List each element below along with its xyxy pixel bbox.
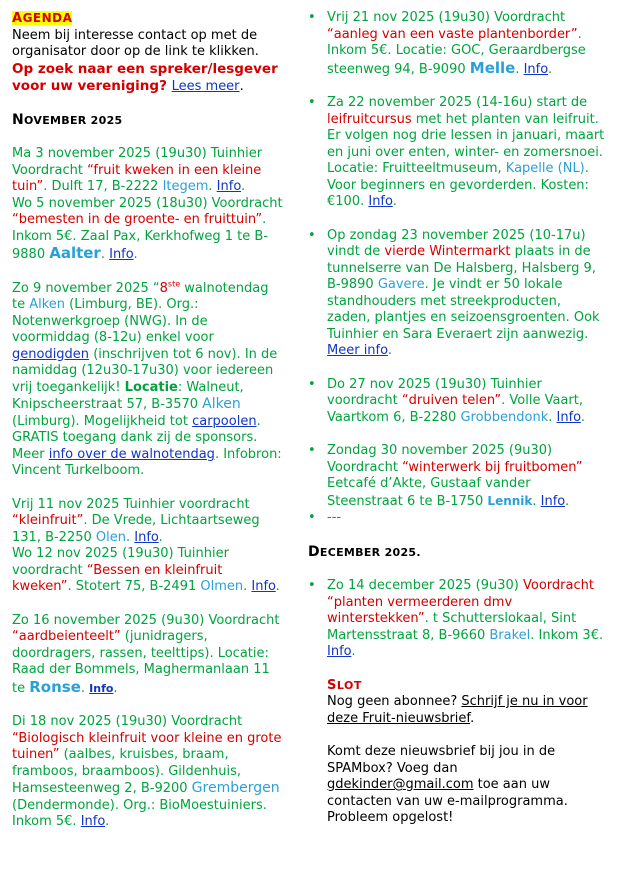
event-walnotendag: Zo 9 november 2025 “8ste walnotendag te Alken (Limburg, BE). Org.: Notenwerkgroep (NWG). In de voormiddag (8-12u) enkel voor genodigden (inschrijven tot 6 nov). In de namiddag (12u30-17u30) voor iedereen vrij toegankelijk! Locatie: Walneut, Knipscheerstraat 57, B-3570 Alken (Limburg). Mogelijkheid tot carpoolen. GRATIS toegang dank zij de sponsors. Meer info over de walnotendag. Infobron: Vincent Turkelboom. bbox=[12, 279, 282, 478]
event-title: “winterwerk bij fruitbomen” bbox=[402, 459, 583, 475]
event-place: Grobbendonk bbox=[460, 409, 549, 425]
info-link[interactable]: Info bbox=[80, 814, 106, 829]
event-place: Lennik bbox=[487, 493, 533, 508]
subscribe-text: Nog geen abonnee? Schrijf je nu in voor deze Fruit-nieuwsbrief. bbox=[327, 694, 588, 726]
november-events-list bbox=[308, 10, 608, 527]
event-title: “fruit kweken in een kleine tuin” bbox=[12, 162, 262, 194]
email-link[interactable]: gdekinder@gmail.com bbox=[327, 777, 474, 792]
event-place: Aalter bbox=[49, 244, 101, 262]
info-link[interactable]: Info bbox=[556, 409, 581, 425]
event-aardbeienteelt: Zo 16 november 2025 (9u30) Voordracht “aardbeienteelt” (junidragers, doordragers, rassen, teelttips). Locatie: Raad der Bommels, Maghermanlaan 11 te Ronse. Info. bbox=[12, 612, 280, 696]
meer-info-link[interactable]: Meer info bbox=[327, 343, 388, 358]
event-place: Alken bbox=[29, 297, 66, 312]
event-place: Itegem bbox=[162, 179, 209, 194]
event-winterstekken: • Zo 14 december 2025 (9u30) Voordracht “planten vermeerderen dmv winterstekken”. t Schutterslokaal, Sint Martensstraat 8, B-9660 Brakel. Inkom 3€. Info. bbox=[327, 578, 608, 661]
event-title: “druiven telen” bbox=[401, 393, 502, 408]
event-title: “aardbeienteelt” bbox=[12, 629, 121, 644]
event-plantenborder: • Vrij 21 nov 2025 (19u30) Voordracht “aanleg van een vaste plantenborder”. Inkom 5€. Locatie: GOC, Geraardbergse steenweg 94, B-9090 Melle. Info. bbox=[327, 10, 608, 78]
slot-heading: SLOT bbox=[327, 677, 362, 693]
event-title: “bemesten in de groente- en fruittuin” bbox=[12, 212, 263, 227]
event-winterwerk: • Zondag 30 november 2025 (9u30) Voordracht “winterwerk bij fruitbomen” Eetcafé d’Akte, Gustaaf vander Steenstraat 6 te B-1750 Lennik. Info. bbox=[327, 443, 608, 510]
event-place: Olen bbox=[95, 529, 126, 545]
walnotendag-info-link[interactable]: info over de walnotendag bbox=[48, 446, 215, 462]
subscribe-link[interactable]: Schrijf je nu in voor deze Fruit-nieuwsbrief bbox=[327, 694, 588, 726]
info-link[interactable]: Info bbox=[109, 247, 134, 262]
agenda-heading: AGENDA bbox=[12, 11, 73, 26]
event-title: Voordracht “planten vermeerderen dmv winterstekken” bbox=[327, 578, 594, 626]
info-link[interactable]: Info bbox=[327, 644, 352, 659]
speaker-cta: Op zoek naar een spreker/lesgever voor uw vereniging? Lees meer. bbox=[12, 60, 278, 94]
event-title: vierde Wintermarkt bbox=[384, 244, 511, 259]
event-wintermarkt: • Op zondag 23 november 2025 (10-17u) vindt de vierde Wintermarkt plaats in de tunnelserre van De Halsberg, Halsberg 9, B-9890 Gavere. Je vindt er 50 lokale standhouders met streekproducten, zaden, plantjes en seizoensgroenten. Ook Tuinhier en Sara Everaert zijn aanwezig. Meer info. bbox=[327, 228, 608, 360]
slot-section bbox=[308, 661, 608, 827]
info-link[interactable]: Info bbox=[134, 529, 159, 545]
right-column bbox=[308, 10, 608, 827]
info-link[interactable]: Info bbox=[368, 194, 393, 209]
event-place: Melle bbox=[469, 58, 516, 77]
event-bemesten: Wo 5 november 2025 (18u30) Voordracht “bemesten in de groente- en fruittuin”. Inkom 5€. Zaal Pax, Kerkhofweg 1 te B-9880 Aalter. Info. bbox=[12, 195, 283, 262]
carpoolen-link[interactable]: carpoolen bbox=[192, 413, 257, 429]
event-place: Kapelle (NL) bbox=[505, 161, 585, 176]
event-place: Olmen bbox=[200, 579, 244, 594]
event-bessen: Wo 12 nov 2025 (19u30) Tuinhier voordracht “Bessen en kleinfruit kweken”. Stotert 75, B-2491 Olmen. Info. bbox=[12, 546, 280, 594]
agenda-intro: Neem bij interesse contact op met de organisator door op de link te klikken. bbox=[12, 27, 259, 59]
event-title: “Biologisch kleinfruit voor kleine en grote tuinen” bbox=[12, 730, 282, 762]
left-column bbox=[12, 10, 284, 831]
event-place: Grembergen bbox=[191, 780, 280, 796]
event-kleinfruit: Vrij 11 nov 2025 Tuinhier voordracht “kleinfruit”. De Vrede, Lichtaartseweg 131, B-2250 Olen. Info. bbox=[12, 496, 260, 545]
spambox-text: Komt deze nieuwsbrief bij jou in de SPAMbox? Voeg dan gdekinder@gmail.com toe aan uw contacten van uw e-mailprogramma. Probleem opgelost! bbox=[327, 744, 568, 825]
info-link[interactable]: Info bbox=[216, 179, 242, 194]
november-heading: NOVEMBER 2025 bbox=[12, 111, 123, 128]
event-place: Brakel bbox=[489, 627, 531, 643]
event-place: Gavere bbox=[377, 277, 425, 292]
genodigden-link[interactable]: genodigden bbox=[12, 346, 90, 362]
event-druiven: • Do 27 nov 2025 (19u30) Tuinhier voordracht “druiven telen”. Volle Vaart, Vaartkom 6, B-2280 Grobbendonk. Info. bbox=[327, 377, 608, 427]
event-title: leifruitcursus bbox=[327, 111, 412, 127]
lees-meer-link[interactable]: Lees meer bbox=[171, 78, 240, 94]
event-fruit-kweken: Ma 3 november 2025 (19u30) Tuinhier Voordracht “fruit kweken in een kleine tuin”. Dulft 17, B-2222 Itegem. Info. bbox=[12, 146, 263, 194]
info-link[interactable]: Info bbox=[89, 681, 114, 695]
event-biologisch-kleinfruit: Di 18 nov 2025 (19u30) Voordracht “Biologisch kleinfruit voor kleine en grote tuinen” (aalbes, kruisbes, braam, framboos, braamboos). Gildenhuis, Hamsesteenweg 2, B-9200 Grembergen (Dendermonde). Org.: BioMoestuiniers. Inkom 5€. Info. bbox=[12, 714, 282, 829]
info-link[interactable]: Info bbox=[540, 493, 566, 509]
december-events-list bbox=[308, 578, 608, 661]
event-place: Alken bbox=[202, 396, 241, 412]
event-leifruitcursus: • Za 22 november 2025 (14-16u) start de leifruitcursus met het planten van leifruit. Er volgen nog drie lessen in januari, maart en juni over enten, winter- en zomersnoei. Locatie: Fruitteeltmuseum, Kapelle (NL). Voor beginners en gevorderden. Kosten: €100. Info. bbox=[327, 95, 608, 211]
info-link[interactable]: Info bbox=[251, 579, 276, 594]
event-title: “kleinfruit” bbox=[12, 513, 84, 528]
info-link[interactable]: Info bbox=[523, 61, 548, 77]
event-place: Ronse bbox=[29, 677, 81, 696]
event-title: “Bessen en kleinfruit kweken” bbox=[12, 562, 223, 594]
event-placeholder: • --- bbox=[327, 510, 608, 527]
event-title: “aanleg van een vaste plantenborder” bbox=[327, 26, 578, 42]
december-heading: DECEMBER 2025. bbox=[308, 543, 421, 560]
